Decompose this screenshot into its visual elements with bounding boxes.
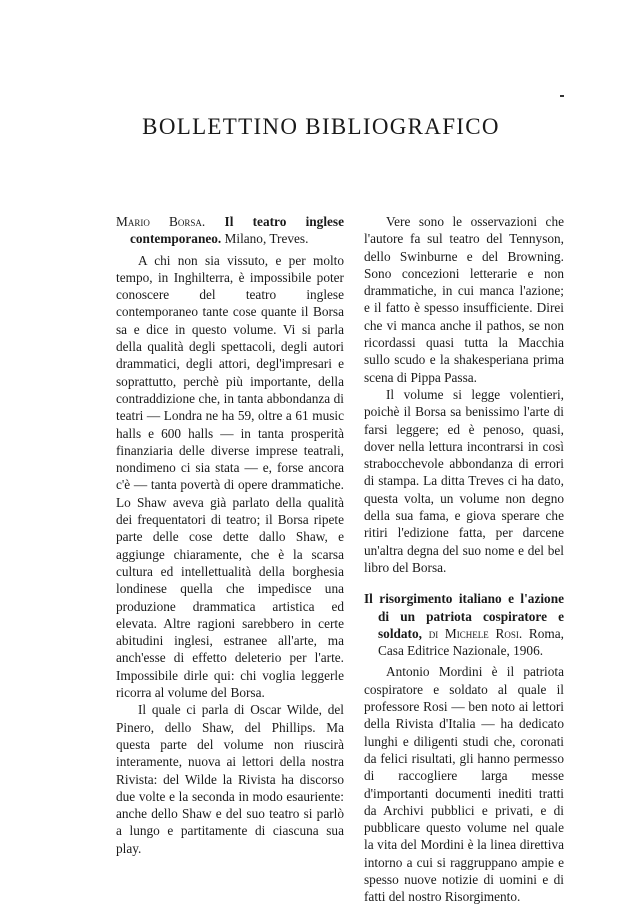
body-paragraph: A chi non sia vissuto, e per molto tempo, in Inghilterra, è impossibile poter conoscere del teatro inglese contemporaneo tante cose quante il Borsa sa e dice in questo volume. Vi si parla della qualità degli spettacoli, degli autori drammatici, degli attori, degl'impresari e soprattutto, perchè più importante, della contraddizione che, in tanta abbondanza di teatri — Londra ne ha 59, oltre a 61 music halls e 600 halls — in tanta prosperità finanziaria delle diverse imprese teatrali, nondimeno ci sia stata — e, forse ancora c'è — tanta povertà di opere drammatiche. Lo Shaw aveva già parlato della qualità dei frequentatori di teatro; il Borsa ripete parte delle cose dette dallo Shaw, e aggiunge chiaramente, che è la scarsa cultura ed intellettualità della borghesia londinese quella che impedisce una produzione drammatica artistica ed elevata. Altre ragioni sarebbero in certe abitudini inglesi, estranee all'arte, ma anch'esse di effetto deleterio per l'arte. Impossibile dirle qui: chi voglia leggerle ricorra al volume del Borsa.	[116, 252, 344, 701]
review-entry-header	[116, 213, 344, 248]
entry-author: Mario Borsa.	[116, 214, 206, 229]
left-column	[116, 213, 344, 857]
body-paragraph: Il quale ci parla di Oscar Wilde, del Pinero, dello Shaw, del Phillips. Ma questa parte del volume non riuscirà interamente, nuova ai lettori della nostra Rivista: del Wilde la Rivista ha discorso due volte e la seconda in modo esauriente: anche dello Shaw e del suo teatro si parlò a lungo e partitamente di ciascuna sua play.	[116, 702, 344, 856]
entry-publisher: Milano, Treves.	[224, 231, 309, 247]
body-paragraph: Il volume si legge volentieri, poichè il Borsa sa benissimo l'arte di farsi leggere; ed è penoso, quasi, dover nella lettura incontrarsi in così strabocchevole abbondanza di errori di stampa. La ditta Treves ci ha dato, questa volta, un volume non degno della sua fama, e giova sperare che ritiri l'edizione fatta, per darcene un'altra degna del suo nome e del bel libro del Borsa.	[364, 386, 564, 575]
right-column	[364, 213, 564, 906]
printing-mark	[560, 95, 564, 97]
body-paragraph: Antonio Mordini è il patriota cospiratore e soldato al quale il professore Rosi — ben noto ai lettori della Rivista d'Italia — ha dedicato lunghi e diligenti studi che, coronati da felici risultati, gli hanno permesso di raccogliere larga messe d'importanti documenti inediti tratti da Archivi pubblici e privati, e di pubblicare questo volume nel quale la vita del Mordini è la linea direttiva intorno a cui si raggruppano ampie e spesso nuove notizie di uomini e di fatti del nostro Risorgimento.	[364, 664, 564, 905]
entry-publisher: Roma, Casa Editrice Nazionale, 1906.	[378, 625, 564, 659]
entry-title: Il risorgimento italiano e l'azione di un patriota cospiratore e soldato,	[364, 591, 564, 641]
review-entry-header	[364, 590, 564, 659]
page-title: BOLLETTINO BIBLIOGRAFICO	[142, 114, 500, 139]
entry-author: di Michele Rosi.	[428, 625, 523, 641]
body-paragraph: Vere sono le osservazioni che l'autore fa sul teatro del Tennyson, dello Swinburne e del Browning. Sono concezioni letterarie e non drammatiche, in cui manca l'azione; e il fatto è spesso insufficiente. Direi che vi manca anche il pathos, se non ricordassi quasi tutta la Macchia sullo scudo e la shakesperiana prima scena di Pippa Passa.	[364, 214, 564, 385]
entry-title: Il teatro inglese contemporaneo.	[130, 214, 344, 247]
